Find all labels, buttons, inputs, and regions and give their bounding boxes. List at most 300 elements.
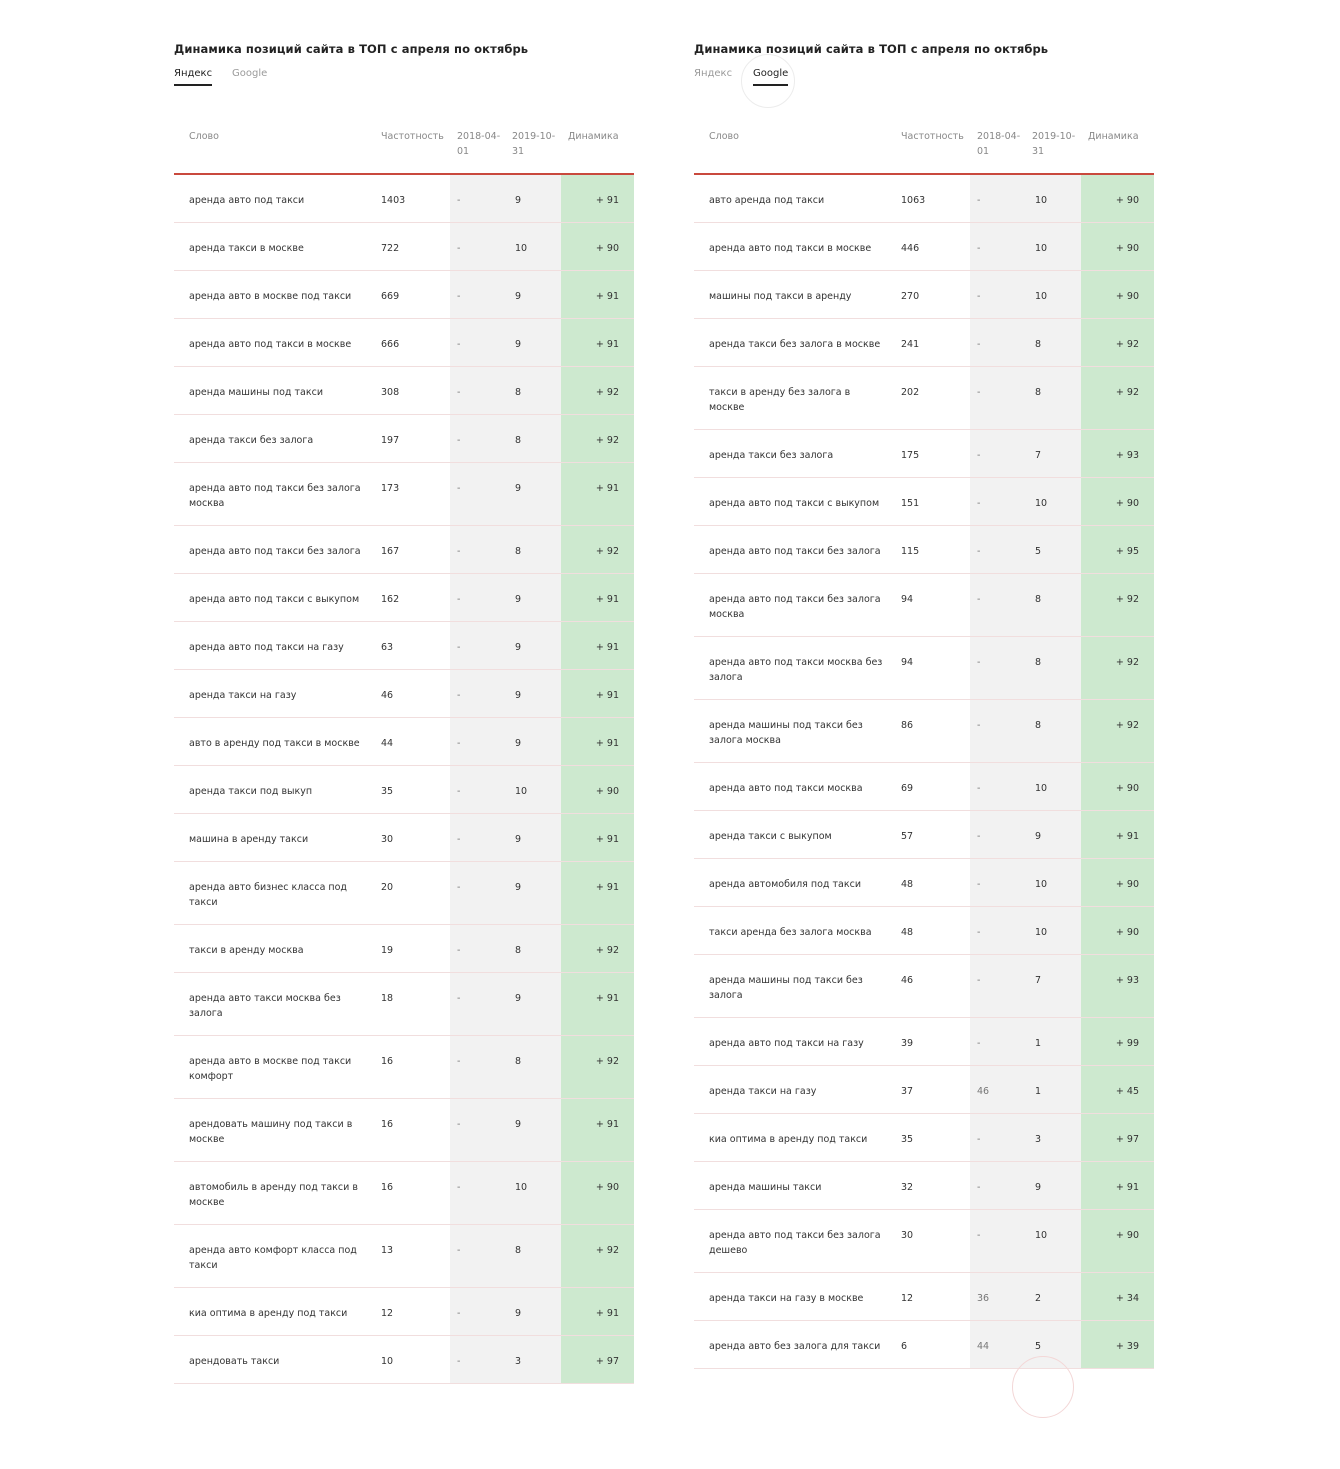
position-end-cell: 8 — [505, 1224, 561, 1287]
position-end-cell: 9 — [505, 318, 561, 366]
frequency-cell: 669 — [374, 270, 450, 318]
frequency-cell: 48 — [894, 858, 970, 906]
frequency-cell: 44 — [374, 717, 450, 765]
keyword-cell: авто аренда под такси — [694, 174, 894, 222]
keyword-cell: аренда такси в москве — [174, 222, 374, 270]
keyword-cell: аренда машины под такси без залога — [694, 954, 894, 1017]
frequency-cell: 12 — [374, 1287, 450, 1335]
frequency-cell: 63 — [374, 621, 450, 669]
position-end-cell: 8 — [505, 1035, 561, 1098]
frequency-cell: 173 — [374, 462, 450, 525]
dynamics-cell: + 92 — [561, 1035, 634, 1098]
table-row — [174, 414, 634, 462]
keyword-cell: аренда авто под такси на газу — [694, 1017, 894, 1065]
position-end-cell: 1 — [1025, 1017, 1081, 1065]
dynamics-cell: + 92 — [1081, 699, 1154, 762]
frequency-cell: 86 — [894, 699, 970, 762]
positions-table — [694, 120, 1154, 1369]
dynamics-cell: + 34 — [1081, 1272, 1154, 1320]
tab-google[interactable] — [753, 68, 788, 86]
keyword-cell: такси аренда без залога москва — [694, 906, 894, 954]
table-row — [694, 222, 1154, 270]
keyword-cell: аренда авто под такси москва без залога — [694, 636, 894, 699]
position-end-cell: 9 — [505, 621, 561, 669]
position-start-cell: - — [970, 699, 1025, 762]
position-end-cell: 8 — [505, 366, 561, 414]
dynamics-cell: + 92 — [561, 414, 634, 462]
keyword-cell: аренда авто под такси в москве — [174, 318, 374, 366]
keyword-cell: аренда авто под такси без залога — [174, 525, 374, 573]
keyword-cell: аренда автомобиля под такси — [694, 858, 894, 906]
position-start-cell: - — [450, 1035, 505, 1098]
position-start-cell: - — [970, 954, 1025, 1017]
position-start-cell: - — [970, 906, 1025, 954]
keyword-cell: киа оптима в аренду под такси — [694, 1113, 894, 1161]
table-row — [694, 525, 1154, 573]
dynamics-cell: + 90 — [561, 222, 634, 270]
table-header — [174, 120, 634, 174]
keyword-cell: аренда такси без залога в москве — [694, 318, 894, 366]
table-row — [694, 1320, 1154, 1368]
position-end-cell: 10 — [1025, 762, 1081, 810]
dynamics-cell: + 92 — [561, 366, 634, 414]
frequency-cell: 151 — [894, 477, 970, 525]
position-start-cell: - — [450, 861, 505, 924]
table-row — [694, 810, 1154, 858]
table-row — [174, 462, 634, 525]
dynamics-cell: + 91 — [561, 270, 634, 318]
frequency-cell: 19 — [374, 924, 450, 972]
keyword-cell: аренда такси на газу — [174, 669, 374, 717]
frequency-cell: 94 — [894, 573, 970, 636]
position-start-cell: - — [450, 270, 505, 318]
keyword-cell: аренда авто бизнес класса под такси — [174, 861, 374, 924]
keyword-cell: арендовать такси — [174, 1335, 374, 1383]
position-end-cell: 9 — [505, 1098, 561, 1161]
position-end-cell: 9 — [505, 1287, 561, 1335]
dynamics-cell: + 92 — [1081, 573, 1154, 636]
table-row — [694, 858, 1154, 906]
dynamics-cell: + 91 — [1081, 810, 1154, 858]
keyword-cell: аренда такси на газу в москве — [694, 1272, 894, 1320]
position-end-cell: 10 — [505, 222, 561, 270]
position-start-cell: - — [450, 462, 505, 525]
tab-google[interactable]: Google — [232, 68, 268, 79]
table-row — [694, 1065, 1154, 1113]
dynamics-cell: + 91 — [561, 1098, 634, 1161]
position-end-cell: 10 — [1025, 477, 1081, 525]
dynamics-cell: + 92 — [1081, 318, 1154, 366]
header-word: Слово — [174, 120, 374, 174]
table-row — [174, 1287, 634, 1335]
table-row — [174, 318, 634, 366]
position-start-cell: - — [450, 669, 505, 717]
table-header — [694, 120, 1154, 174]
table-row — [694, 1113, 1154, 1161]
position-end-cell: 9 — [505, 861, 561, 924]
keyword-cell: аренда такси на газу — [694, 1065, 894, 1113]
dynamics-cell: + 91 — [561, 717, 634, 765]
position-start-cell: - — [970, 858, 1025, 906]
table-row — [694, 636, 1154, 699]
keyword-cell: аренда авто такси москва без залога — [174, 972, 374, 1035]
keyword-cell: аренда авто комфорт класса под такси — [174, 1224, 374, 1287]
position-start-cell: - — [450, 222, 505, 270]
position-start-cell: - — [970, 429, 1025, 477]
table-row — [174, 621, 634, 669]
frequency-cell: 37 — [894, 1065, 970, 1113]
position-start-cell: - — [970, 174, 1025, 222]
dynamics-cell: + 91 — [561, 462, 634, 525]
table-row — [174, 1098, 634, 1161]
position-end-cell: 9 — [505, 669, 561, 717]
dynamics-cell: + 90 — [1081, 477, 1154, 525]
keyword-cell: аренда авто под такси без залога москва — [694, 573, 894, 636]
position-end-cell: 8 — [505, 525, 561, 573]
dynamics-cell: + 90 — [1081, 270, 1154, 318]
keyword-cell: аренда машины под такси — [174, 366, 374, 414]
position-end-cell: 9 — [505, 174, 561, 222]
table-row — [694, 1209, 1154, 1272]
keyword-cell: такси в аренду москва — [174, 924, 374, 972]
dynamics-cell: + 90 — [1081, 858, 1154, 906]
frequency-cell: 30 — [374, 813, 450, 861]
position-end-cell: 8 — [505, 924, 561, 972]
dynamics-cell: + 39 — [1081, 1320, 1154, 1368]
position-start-cell: - — [970, 636, 1025, 699]
dynamics-cell: + 91 — [561, 573, 634, 621]
frequency-cell: 167 — [374, 525, 450, 573]
keyword-cell: киа оптима в аренду под такси — [174, 1287, 374, 1335]
dynamics-cell: + 91 — [561, 318, 634, 366]
keyword-cell: аренда авто под такси в москве — [694, 222, 894, 270]
table-row — [174, 1224, 634, 1287]
position-start-cell: - — [450, 621, 505, 669]
position-start-cell: - — [450, 414, 505, 462]
dynamics-cell: + 91 — [561, 813, 634, 861]
keyword-cell: аренда авто под такси без залога москва — [174, 462, 374, 525]
table-row — [174, 1035, 634, 1098]
position-end-cell: 1 — [1025, 1065, 1081, 1113]
position-start-cell: - — [970, 1113, 1025, 1161]
table-row — [174, 573, 634, 621]
position-start-cell: - — [450, 174, 505, 222]
position-start-cell: - — [970, 1209, 1025, 1272]
position-start-cell: - — [970, 525, 1025, 573]
frequency-cell: 115 — [894, 525, 970, 573]
position-end-cell: 5 — [1025, 525, 1081, 573]
position-end-cell: 3 — [505, 1335, 561, 1383]
position-end-cell: 10 — [1025, 906, 1081, 954]
frequency-cell: 1403 — [374, 174, 450, 222]
frequency-cell: 446 — [894, 222, 970, 270]
position-end-cell: 3 — [1025, 1113, 1081, 1161]
header-row — [174, 120, 634, 174]
keyword-cell: аренда такси без залога — [694, 429, 894, 477]
keyword-cell: аренда такси под выкуп — [174, 765, 374, 813]
table-row — [694, 270, 1154, 318]
position-start-cell: 46 — [970, 1065, 1025, 1113]
dynamics-cell: + 90 — [561, 765, 634, 813]
table-row — [174, 717, 634, 765]
frequency-cell: 12 — [894, 1272, 970, 1320]
position-end-cell: 7 — [1025, 954, 1081, 1017]
dynamics-cell: + 90 — [1081, 174, 1154, 222]
position-end-cell: 10 — [1025, 174, 1081, 222]
keyword-cell: такси в аренду без залога в москве — [694, 366, 894, 429]
header-date-end: 2019-10-31 — [505, 120, 561, 174]
position-start-cell: 44 — [970, 1320, 1025, 1368]
position-start-cell: - — [450, 717, 505, 765]
position-end-cell: 9 — [505, 717, 561, 765]
position-end-cell: 8 — [1025, 573, 1081, 636]
dynamics-cell: + 91 — [561, 1287, 634, 1335]
dynamics-cell: + 92 — [1081, 636, 1154, 699]
table-row — [174, 1335, 634, 1383]
tab-google-label: Google — [753, 68, 789, 79]
table-body — [694, 174, 1154, 1368]
dynamics-cell: + 91 — [561, 861, 634, 924]
position-start-cell: - — [970, 222, 1025, 270]
keyword-cell: аренда авто под такси с выкупом — [174, 573, 374, 621]
dynamics-cell: + 92 — [561, 525, 634, 573]
dynamics-cell: + 91 — [561, 972, 634, 1035]
frequency-cell: 39 — [894, 1017, 970, 1065]
dynamics-cell: + 90 — [1081, 906, 1154, 954]
position-end-cell: 8 — [1025, 366, 1081, 429]
table-row — [694, 366, 1154, 429]
table-row — [694, 1272, 1154, 1320]
tab-yandex[interactable]: Яндекс — [694, 68, 733, 79]
position-end-cell: 10 — [1025, 1209, 1081, 1272]
header-row — [694, 120, 1154, 174]
keyword-cell: аренда авто без залога для такси — [694, 1320, 894, 1368]
position-start-cell: - — [450, 366, 505, 414]
position-start-cell: - — [450, 972, 505, 1035]
keyword-cell: аренда авто под такси с выкупом — [694, 477, 894, 525]
position-end-cell: 9 — [1025, 810, 1081, 858]
header-date-end: 2019-10-31 — [1025, 120, 1081, 174]
frequency-cell: 30 — [894, 1209, 970, 1272]
position-end-cell: 10 — [1025, 222, 1081, 270]
position-end-cell: 10 — [505, 765, 561, 813]
table-row — [694, 477, 1154, 525]
position-start-cell: - — [970, 810, 1025, 858]
dynamics-cell: + 90 — [1081, 1209, 1154, 1272]
focus-ring — [741, 54, 795, 108]
position-end-cell: 10 — [505, 1161, 561, 1224]
position-start-cell: - — [450, 765, 505, 813]
frequency-cell: 308 — [374, 366, 450, 414]
frequency-cell: 202 — [894, 366, 970, 429]
frequency-cell: 57 — [894, 810, 970, 858]
keyword-cell: аренда машины под такси без залога москва — [694, 699, 894, 762]
position-end-cell: 5 — [1025, 1320, 1081, 1368]
frequency-cell: 162 — [374, 573, 450, 621]
header-frequency: Частотность — [374, 120, 450, 174]
frequency-cell: 94 — [894, 636, 970, 699]
frequency-cell: 175 — [894, 429, 970, 477]
frequency-cell: 241 — [894, 318, 970, 366]
table-row — [694, 954, 1154, 1017]
frequency-cell: 270 — [894, 270, 970, 318]
dynamics-cell: + 97 — [1081, 1113, 1154, 1161]
frequency-cell: 666 — [374, 318, 450, 366]
dynamics-cell: + 90 — [1081, 762, 1154, 810]
table-row — [174, 924, 634, 972]
frequency-cell: 48 — [894, 906, 970, 954]
table-row — [174, 972, 634, 1035]
position-end-cell: 8 — [505, 414, 561, 462]
position-end-cell: 10 — [1025, 270, 1081, 318]
table-row — [694, 318, 1154, 366]
frequency-cell: 46 — [374, 669, 450, 717]
frequency-cell: 16 — [374, 1035, 450, 1098]
position-end-cell: 7 — [1025, 429, 1081, 477]
table-row — [694, 699, 1154, 762]
dynamics-cell: + 99 — [1081, 1017, 1154, 1065]
keyword-cell: аренда авто под такси — [174, 174, 374, 222]
header-dynamics: Динамика — [561, 120, 634, 174]
frequency-cell: 197 — [374, 414, 450, 462]
decorative-ring — [1012, 1356, 1074, 1418]
table-row — [694, 762, 1154, 810]
dynamics-cell: + 91 — [561, 174, 634, 222]
dynamics-cell: + 45 — [1081, 1065, 1154, 1113]
frequency-cell: 20 — [374, 861, 450, 924]
keyword-cell: аренда авто в москве под такси — [174, 270, 374, 318]
keyword-cell: авто в аренду под такси в москве — [174, 717, 374, 765]
position-start-cell: - — [970, 318, 1025, 366]
keyword-cell: аренда авто в москве под такси комфорт — [174, 1035, 374, 1098]
frequency-cell: 6 — [894, 1320, 970, 1368]
position-start-cell: - — [970, 762, 1025, 810]
keyword-cell: аренда авто под такси москва — [694, 762, 894, 810]
dynamics-cell: + 97 — [561, 1335, 634, 1383]
table-row — [174, 174, 634, 222]
position-start-cell: - — [970, 477, 1025, 525]
position-start-cell: - — [450, 1161, 505, 1224]
frequency-cell: 35 — [894, 1113, 970, 1161]
dynamics-cell: + 95 — [1081, 525, 1154, 573]
table-row — [174, 366, 634, 414]
table-row — [174, 1161, 634, 1224]
position-start-cell: - — [970, 1017, 1025, 1065]
table-row — [174, 669, 634, 717]
table-row — [174, 222, 634, 270]
frequency-cell: 69 — [894, 762, 970, 810]
keyword-cell: машины под такси в аренду — [694, 270, 894, 318]
frequency-cell: 16 — [374, 1161, 450, 1224]
table-body — [174, 174, 634, 1383]
dynamics-cell: + 90 — [561, 1161, 634, 1224]
table-row — [174, 861, 634, 924]
keyword-cell: аренда авто под такси без залога — [694, 525, 894, 573]
keyword-cell: арендовать машину под такси в москве — [174, 1098, 374, 1161]
dynamics-cell: + 93 — [1081, 429, 1154, 477]
header-word: Слово — [694, 120, 894, 174]
position-start-cell: - — [450, 1098, 505, 1161]
position-end-cell: 8 — [1025, 636, 1081, 699]
keyword-cell: аренда такси с выкупом — [694, 810, 894, 858]
frequency-cell: 32 — [894, 1161, 970, 1209]
dynamics-cell: + 92 — [561, 1224, 634, 1287]
frequency-cell: 10 — [374, 1335, 450, 1383]
frequency-cell: 18 — [374, 972, 450, 1035]
keyword-cell: аренда машины такси — [694, 1161, 894, 1209]
position-start-cell: - — [970, 1161, 1025, 1209]
table-row — [694, 429, 1154, 477]
table-row — [694, 906, 1154, 954]
dynamics-cell: + 90 — [1081, 222, 1154, 270]
position-end-cell: 9 — [505, 972, 561, 1035]
frequency-cell: 722 — [374, 222, 450, 270]
position-start-cell: - — [970, 573, 1025, 636]
keyword-cell: аренда такси без залога — [174, 414, 374, 462]
position-start-cell: - — [450, 924, 505, 972]
dynamics-cell: + 91 — [561, 669, 634, 717]
keyword-cell: машина в аренду такси — [174, 813, 374, 861]
positions-table — [174, 120, 634, 1384]
table-row — [174, 270, 634, 318]
position-end-cell: 9 — [505, 573, 561, 621]
position-end-cell: 9 — [505, 462, 561, 525]
table-row — [174, 765, 634, 813]
header-dynamics: Динамика — [1081, 120, 1154, 174]
frequency-cell: 1063 — [894, 174, 970, 222]
header-date-start: 2018-04-01 — [450, 120, 505, 174]
position-end-cell: 8 — [1025, 699, 1081, 762]
panel-title: Динамика позиций сайта в ТОП с апреля по октябрь — [694, 42, 1049, 56]
header-date-start: 2018-04-01 — [970, 120, 1025, 174]
position-start-cell: - — [450, 1287, 505, 1335]
table-row — [694, 573, 1154, 636]
dynamics-cell: + 91 — [561, 621, 634, 669]
dynamics-cell: + 92 — [561, 924, 634, 972]
position-end-cell: 9 — [505, 813, 561, 861]
position-start-cell: - — [450, 813, 505, 861]
frequency-cell: 46 — [894, 954, 970, 1017]
position-start-cell: - — [450, 318, 505, 366]
tab-yandex[interactable]: Яндекс — [174, 68, 212, 86]
position-start-cell: - — [450, 1224, 505, 1287]
table-row — [694, 174, 1154, 222]
table-row — [174, 525, 634, 573]
position-end-cell: 2 — [1025, 1272, 1081, 1320]
keyword-cell: автомобиль в аренду под такси в москве — [174, 1161, 374, 1224]
table-row — [694, 1161, 1154, 1209]
table-row — [174, 813, 634, 861]
position-end-cell: 9 — [1025, 1161, 1081, 1209]
position-start-cell: - — [970, 366, 1025, 429]
position-start-cell: - — [970, 270, 1025, 318]
position-start-cell: 36 — [970, 1272, 1025, 1320]
keyword-cell: аренда авто под такси без залога дешево — [694, 1209, 894, 1272]
frequency-cell: 16 — [374, 1098, 450, 1161]
dynamics-cell: + 91 — [1081, 1161, 1154, 1209]
header-frequency: Частотность — [894, 120, 970, 174]
panel-title: Динамика позиций сайта в ТОП с апреля по октябрь — [174, 42, 529, 56]
frequency-cell: 13 — [374, 1224, 450, 1287]
table-row — [694, 1017, 1154, 1065]
position-start-cell: - — [450, 573, 505, 621]
dynamics-cell: + 92 — [1081, 366, 1154, 429]
frequency-cell: 35 — [374, 765, 450, 813]
position-end-cell: 10 — [1025, 858, 1081, 906]
keyword-cell: аренда авто под такси на газу — [174, 621, 374, 669]
dynamics-cell: + 93 — [1081, 954, 1154, 1017]
position-start-cell: - — [450, 525, 505, 573]
